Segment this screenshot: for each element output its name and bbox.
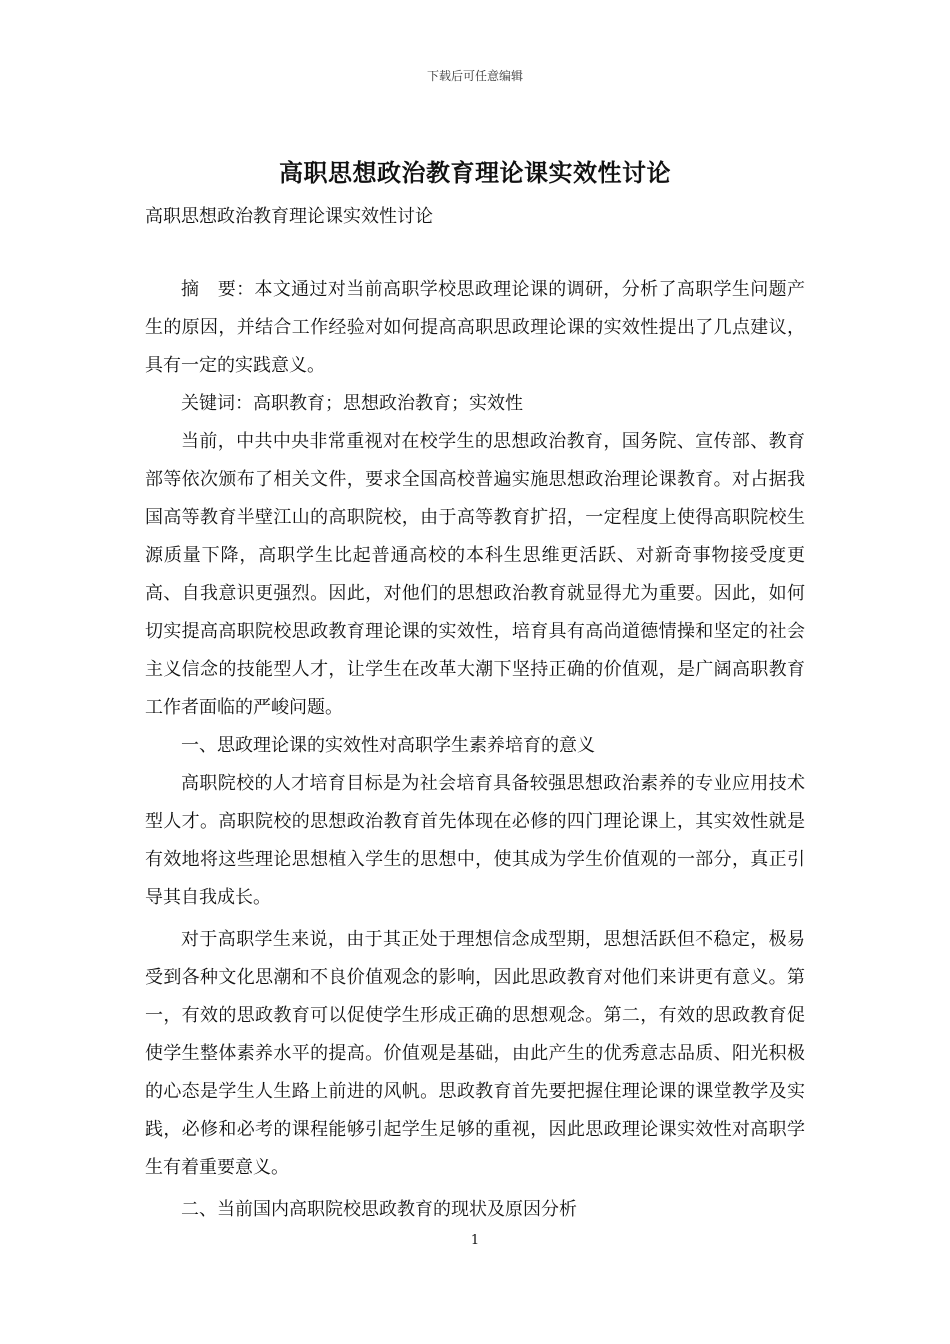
keywords-paragraph: 关键词：高职教育；思想政治教育；实效性 xyxy=(181,393,523,414)
abstract-paragraph: 摘 要：本文通过对当前高职学校思政理论课的调研，分析了高职学生问题产生的原因，并结合工作经验对如何提高高职思政理论课的实效性提出了几点建议，具有一定的实践意义。 xyxy=(145,279,805,376)
section-heading: 一、思政理论课的实效性对高职学生素养培育的意义 xyxy=(181,735,595,756)
section-heading: 二、当前国内高职院校思政教育的现状及原因分析 xyxy=(181,1199,577,1220)
document-body xyxy=(145,271,805,1229)
header-note: 下载后可任意编辑 xyxy=(426,69,523,83)
body-paragraph: 对于高职学生来说，由于其正处于理想信念成型期，思想活跃但不稳定，极易受到各种文化思潮和不良价值观念的影响，因此思政教育对他们来讲更有意义。第一，有效的思政教育可以促使学生形成正确的思想观念。第二，有效的思政教育促使学生整体素养水平的提高。价值观是基础，由此产生的优秀意志品质、阳光积极的心态是学生人生路上前进的风帆。思政教育首先要把握住理论课的课堂教学及实践，必修和必考的课程能够引起学生足够的重视，因此思政理论课实效性对高职学生有着重要意义。 xyxy=(145,929,805,1178)
page-number: 1 xyxy=(470,1233,480,1248)
body-paragraph: 高职院校的人才培育目标是为社会培育具备较强思想政治素养的专业应用技术型人才。高职院校的思想政治教育首先体现在必修的四门理论课上，其实效性就是有效地将这些理论思想植入学生的思想中，使其成为学生价值观的一部分，真正引导其自我成长。 xyxy=(145,773,805,908)
body-paragraph: 当前，中共中央非常重视对在校学生的思想政治教育，国务院、宣传部、教育部等依次颁布了相关文件，要求全国高校普遍实施思想政治理论课教育。对占据我国高等教育半壁江山的高职院校，由于高等教育扩招，一定程度上使得高职院校生源质量下降，高职学生比起普通高校的本科生思维更活跃、对新奇事物接受度更高、自我意识更强烈。因此，对他们的思想政治教育就显得尤为重要。因此，如何切实提高高职院校思政教育理论课的实效性，培育具有高尚道德情操和坚定的社会主义信念的技能型人才，让学生在改革大潮下坚持正确的价值观，是广阔高职教育工作者面临的严峻问题。 xyxy=(145,431,805,718)
document-title: 高职思想政治教育理论课实效性讨论 xyxy=(279,158,671,187)
document-subtitle: 高职思想政治教育理论课实效性讨论 xyxy=(145,206,433,227)
